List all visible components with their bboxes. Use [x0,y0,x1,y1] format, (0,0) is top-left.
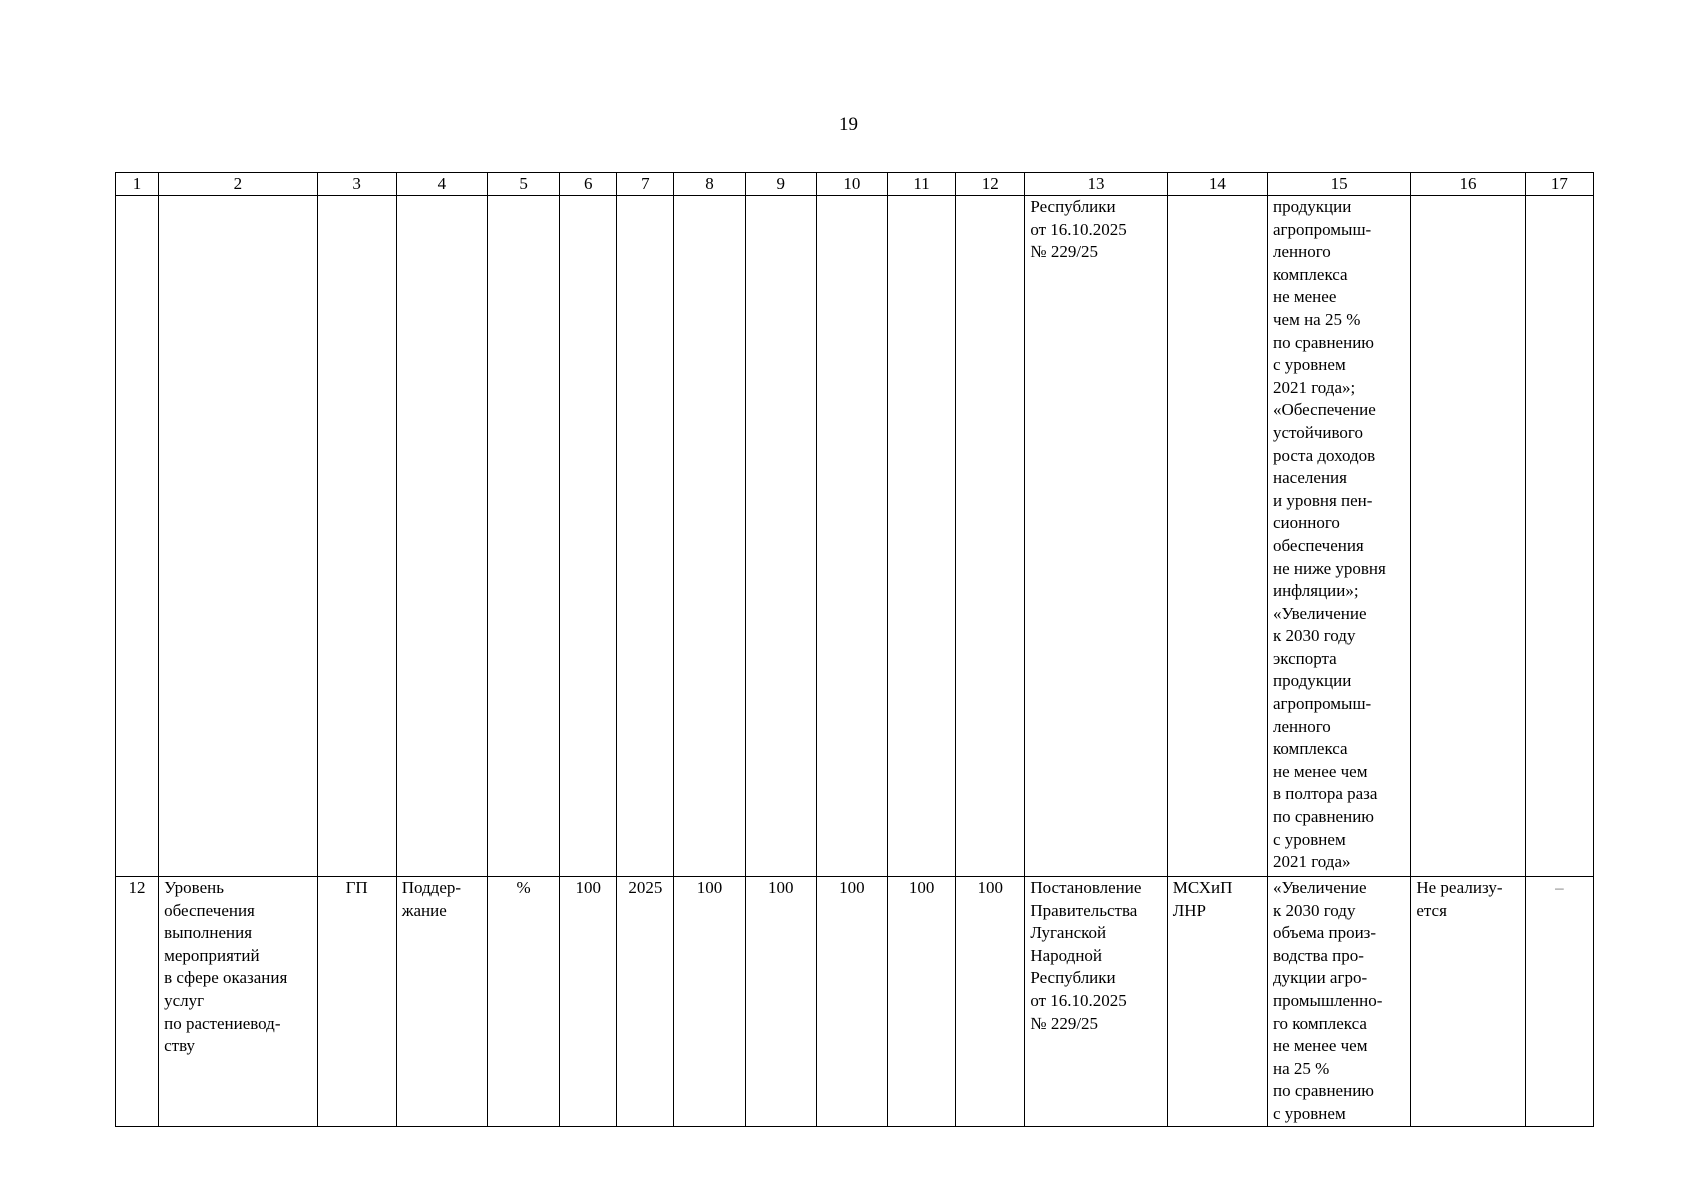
cell-legal-basis: Постановление Правительства Луганской Народной Республики от 16.10.2025 № 229/25 [1025,877,1167,1127]
cell-empty [396,196,487,877]
table-row-12 [116,877,1594,1127]
header-col-3: 3 [317,173,396,196]
cell-base-year: 2025 [617,877,674,1127]
cell-empty [956,196,1025,877]
cell-value-col10: 100 [816,877,887,1127]
cell-empty [487,196,559,877]
cell-indicator-level: ГП [317,877,396,1127]
cell-empty [617,196,674,877]
header-col-2: 2 [159,173,317,196]
header-col-5: 5 [487,173,559,196]
cell-unit: % [487,877,559,1127]
page-number: 19 [839,114,858,135]
cell-row-number: 12 [116,877,159,1127]
cell-value-col9: 100 [745,877,816,1127]
cell-base-value: 100 [560,877,617,1127]
header-col-9: 9 [745,173,816,196]
cell-value-col11: 100 [888,877,956,1127]
cell-empty [1167,196,1267,877]
header-col-6: 6 [560,173,617,196]
cell-empty [674,196,745,877]
header-col-12: 12 [956,173,1025,196]
cell-empty [888,196,956,877]
cell-empty [159,196,317,877]
header-col-1: 1 [116,173,159,196]
header-col-15: 15 [1267,173,1410,196]
table-row-continuation [116,196,1594,877]
header-col-8: 8 [674,173,745,196]
cell-legal-basis: Республики от 16.10.2025 № 229/25 [1025,196,1167,877]
header-col-14: 14 [1167,173,1267,196]
cell-empty [816,196,887,877]
cell-trend: Поддер- жание [396,877,487,1127]
header-row [116,173,1594,196]
header-col-16: 16 [1411,173,1525,196]
header-col-17: 17 [1525,173,1593,196]
cell-empty [1525,196,1593,877]
cell-indicator-name: Уровень обеспечения выполнения мероприятий в сфере оказания услуг по растениевод- ству [159,877,317,1127]
header-col-10: 10 [816,173,887,196]
cell-empty [745,196,816,877]
cell-responsible: МСХиП ЛНР [1167,877,1267,1127]
cell-empty [560,196,617,877]
cell-national-goals: «Увеличение к 2030 году объема произ- водства про- дукции агро- промышленно- го комплекса не менее чем на 25 % по сравнению с уровнем [1267,877,1410,1127]
cell-value-col8: 100 [674,877,745,1127]
header-col-11: 11 [888,173,956,196]
cell-info-system: – [1525,877,1593,1127]
cell-empty [1411,196,1525,877]
header-col-4: 4 [396,173,487,196]
cell-value-col12: 100 [956,877,1025,1127]
cell-national-goals: продукции агропромыш- ленного комплекса не менее чем на 25 % по сравнению с уровнем 2021 года»; «Обеспечение устойчивого роста доходов населения и уровня пен- сионного обеспечения не ниже уровня инфляции»; «Увеличение к 2030 году экспорта продукции агропромыш- ленного комплекса не менее чем в полтора раза по сравнению с уровнем 2021 года» [1267,196,1410,877]
cell-empty [116,196,159,877]
cell-empty [317,196,396,877]
indicators-table [115,172,1594,1127]
header-col-7: 7 [617,173,674,196]
cell-status: Не реализу- ется [1411,877,1525,1127]
header-col-13: 13 [1025,173,1167,196]
